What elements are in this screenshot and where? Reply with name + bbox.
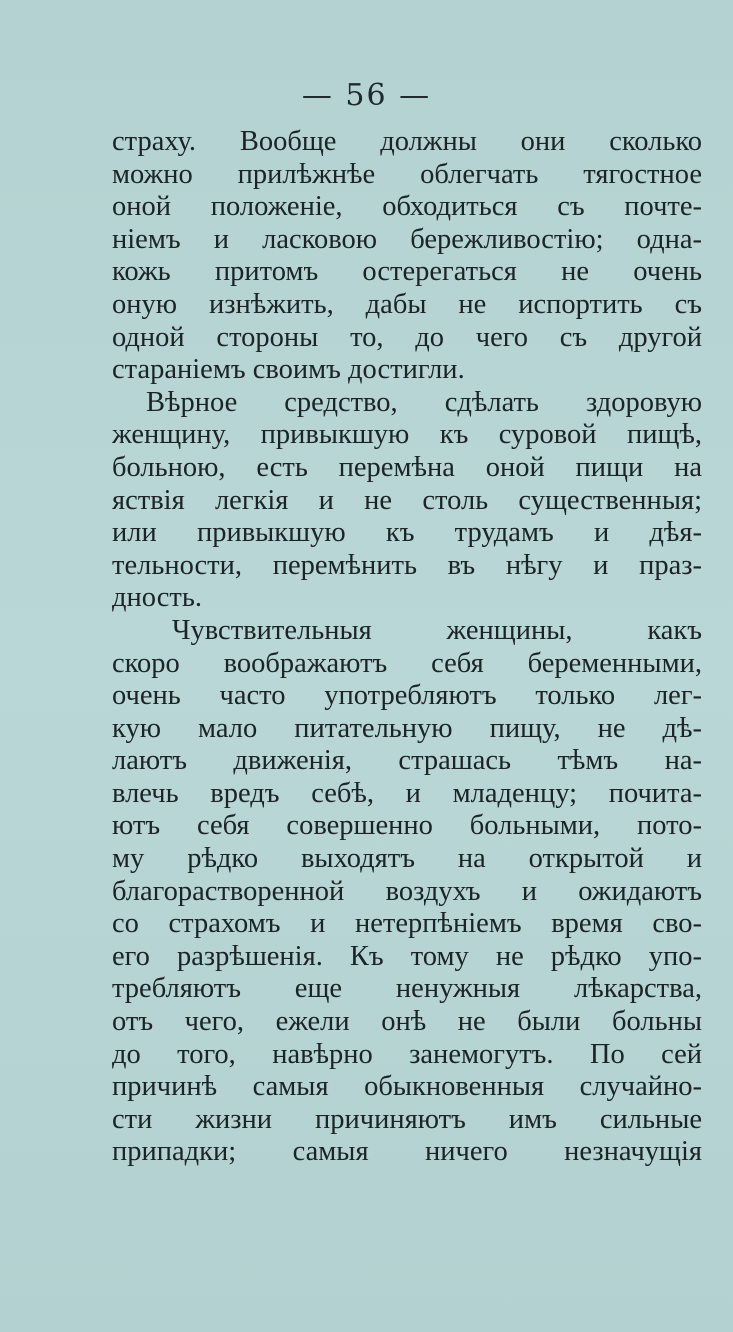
text-line: оную изнѣжить, дабы не испортить съ [112, 288, 702, 320]
text-line: стараніемъ своимъ достигли. [112, 354, 465, 386]
text-line: припадки; самыя ничего незначущія [112, 1136, 702, 1168]
text-line: его разрѣшенія. Къ тому не рѣдко упо- [112, 940, 702, 972]
text-line: одной стороны то, до чего съ другой [112, 321, 702, 353]
paragraph-start: Чувствительныя женщины, какъ [172, 614, 702, 646]
text-line: скоро воображаютъ себя беременными, [112, 647, 702, 679]
text-line: кожь притомъ остерегаться не очень [112, 256, 702, 288]
text-line: или привыкшую къ трудамъ и дѣя- [112, 517, 702, 549]
text-line: влечь вредъ себѣ, и младенцу; почита- [112, 777, 702, 809]
text-line: дность. [112, 582, 202, 614]
paragraph-start: Вѣрное средство, сдѣлать здоровую [146, 386, 702, 418]
body-text [112, 126, 702, 1169]
text-line: му рѣдко выходятъ на открытой и [112, 843, 702, 875]
text-line: требляютъ еще ненужныя лѣкарства, [112, 973, 702, 1005]
page-number: — 56 — [301, 78, 432, 113]
text-line: яствія легкія и не столь существенныя; [112, 484, 702, 516]
text-line: благорастворенной воздухъ и ожидаютъ [112, 875, 702, 907]
text-line: больною, есть перемѣна оной пищи на [112, 451, 702, 483]
text-line: кую мало питательную пищу, не дѣ- [112, 712, 702, 744]
text-line: причинѣ самыя обыкновенныя случайно- [112, 1071, 702, 1103]
text-line: отъ чего, ежели онѣ не были больны [112, 1006, 702, 1038]
text-line: до того, навѣрно занемогутъ. По сей [112, 1038, 702, 1070]
text-line: ютъ себя совершенно больными, пото- [112, 810, 702, 842]
text-line: лаютъ движенія, страшась тѣмъ на- [112, 745, 702, 777]
text-line: сти жизни причиняютъ имъ сильные [112, 1103, 702, 1135]
text-line: женщину, привыкшую къ суровой пищѣ, [112, 419, 702, 451]
text-line: можно прилѣжнѣе облегчать тягостное [112, 158, 702, 190]
text-line: страху. Вообще должны они сколько [112, 126, 702, 157]
text-line: тельности, перемѣнить въ нѣгу и праз- [112, 549, 702, 581]
text-line: со страхомъ и нетерпѣніемъ время сво- [112, 908, 702, 940]
text-line: очень часто употребляютъ только лег- [112, 680, 702, 712]
text-line: оной положеніе, обходиться съ почте- [112, 191, 702, 223]
text-line: ніемъ и ласковою бережливостію; одна- [112, 223, 702, 255]
